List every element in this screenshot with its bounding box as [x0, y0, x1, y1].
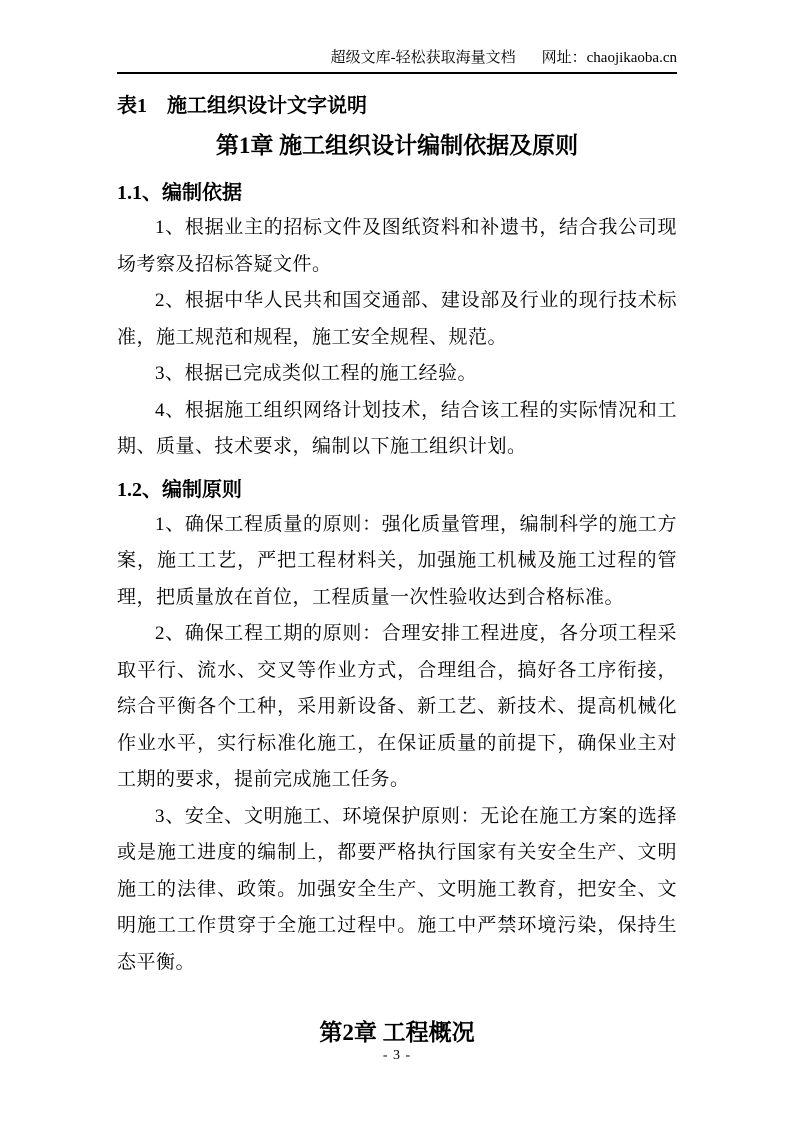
document-content: [117, 86, 677, 1049]
table-caption: 表1 施工组织设计文字说明: [117, 95, 367, 117]
paragraph: 2、确保工程工期的原则：合理安排工程进度，各分项工程采取平行、流水、交叉等作业方式，合理组合，搞好各工序衔接，综合平衡各个工种，采用新设备、新工艺、新技术、提高机械化作业水平，实行标准化施工，在保证质量的前提下，确保业主对工期的要求，提前完成施工任务。: [117, 623, 677, 790]
section-1-1-heading: 1.1、编制依据: [117, 182, 242, 204]
paragraph: 1、确保工程质量的原则：强化质量管理，编制科学的施工方案，施工工艺，严把工程材料关，加强施工机械及施工过程的管理，把质量放在首位，工程质量一次性验收达到合格标准。: [117, 513, 677, 608]
paragraph: 3、根据已完成类似工程的施工经验。: [155, 363, 478, 384]
chapter2-title: 第2章 工程概况: [319, 1020, 475, 1045]
chapter1-title: 第1章 施工组织设计编制依据及原则: [215, 133, 579, 158]
page-number: - 3 -: [382, 1048, 412, 1063]
paragraph: 3、安全、文明施工、环境保护原则：无论在施工方案的选择或是施工进度的编制上，都要严格执行国家有关安全生产、文明施工的法律、政策。加强安全生产、文明施工教育，把安全、文明施工工作贯穿于全施工过程中。施工中严禁环境污染，保持生态平衡。: [117, 805, 677, 973]
header-url-label: 网址：: [541, 50, 587, 66]
header-slogan: 超级文库-轻松获取海量文档: [330, 50, 516, 66]
paragraph: 1、根据业主的招标文件及图纸资料和补遗书，结合我公司现场考察及招标答疑文件。: [117, 217, 677, 275]
paragraph: 2、根据中华人民共和国交通部、建设部及行业的现行技术标准，施工规范和规程，施工安全规程、规范。: [117, 290, 677, 348]
page-footer: [117, 1048, 677, 1064]
paragraph: 4、根据施工组织网络计划技术，结合该工程的实际情况和工期、质量、技术要求，编制以下施工组织计划。: [117, 399, 677, 457]
section-1-2-heading: 1.2、编制原则: [117, 478, 242, 501]
page-header: [117, 48, 677, 74]
header-url: chaojikaoba.cn: [586, 50, 677, 66]
